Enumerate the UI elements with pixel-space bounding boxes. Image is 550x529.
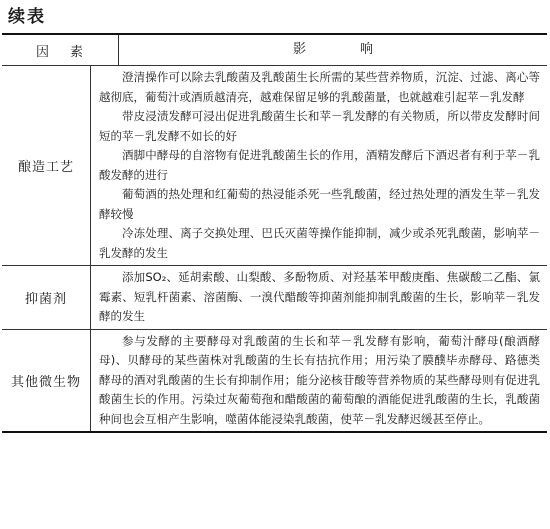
header-effect-char: 响 <box>359 42 373 58</box>
effect-paragraph: 添加SO₂、延胡索酸、山梨酸、多酚物质、对羟基苯甲酸庚酯、焦碳酸二乙酯、氯霉素、短乳杆菌素、溶菌酶、一溴代醋酸等抑菌剂能抑制乳酸菌的生长，影响苹－乳发酵的发生 <box>99 270 540 323</box>
influence-table <box>2 33 547 433</box>
effect-cell <box>91 330 547 432</box>
effect-cell <box>91 66 547 265</box>
effect-paragraph: 澄清操作可以除去乳酸菌及乳酸菌生长所需的某些营养物质，沉淀、过滤、离心等越彻底，葡萄汁或酒质越清亮，越难保留足够的乳酸菌量，也就越难引起苹－乳发酵 <box>99 70 540 104</box>
table-row <box>2 66 547 266</box>
table-row <box>2 266 547 330</box>
page-title: 续表 <box>8 7 46 27</box>
effect-paragraph: 带皮浸渍发酵可浸出促进乳酸菌生长和苹－乳发酵的有关物质，所以带皮发酵时间短的苹－乳发酵不如长的好 <box>99 109 540 143</box>
effect-paragraph: 葡萄酒的热处理和红葡萄的热浸能杀死一些乳酸菌，经过热处理的酒发生苹－乳发酵较慢 <box>99 187 540 221</box>
header-effect-char: 影 <box>292 42 306 58</box>
effect-cell <box>91 266 547 329</box>
factor-cell: 酿造工艺 <box>2 66 91 265</box>
table-header-row <box>2 35 547 66</box>
effect-paragraph: 冷冻处理、离子交换处理、巴氏灭菌等操作能抑制，减少或杀死乳酸菌，影响苹－乳发酵的发生 <box>99 226 540 260</box>
header-factor-char: 因 <box>35 44 50 60</box>
effect-paragraph: 酒脚中酵母的自溶物有促进乳酸菌生长的作用，酒精发酵后下酒迟者有利于苹－乳酸发酵的进行 <box>99 148 540 182</box>
factor-cell: 其他微生物 <box>2 330 91 432</box>
table-row <box>2 330 547 432</box>
factor-cell: 抑菌剂 <box>2 266 91 329</box>
header-factor <box>2 35 119 65</box>
header-factor-char: 素 <box>69 44 84 60</box>
effect-paragraph: 参与发酵的主要酵母对乳酸菌的生长和苹－乳发酵有影响，葡萄汁酵母(酿酒酵母)、贝酵母的某些菌株对乳酸菌的生长有拮抗作用；用污染了膜醭毕赤酵母、路德类酵母的酒对乳酸菌的生长有抑制作用；能分泌核苷酸等营养物质的某些酵母则有促进乳酸菌生长的作用。污染过灰葡萄孢和醋酸菌的葡萄酿的酒能促进乳酸菌的生长，乳酸菌种间也会互相产生影响，噬菌体能浸染乳酸菌，使苹－乳发酵迟缓甚至停止。 <box>99 333 540 426</box>
header-effect <box>119 35 547 65</box>
